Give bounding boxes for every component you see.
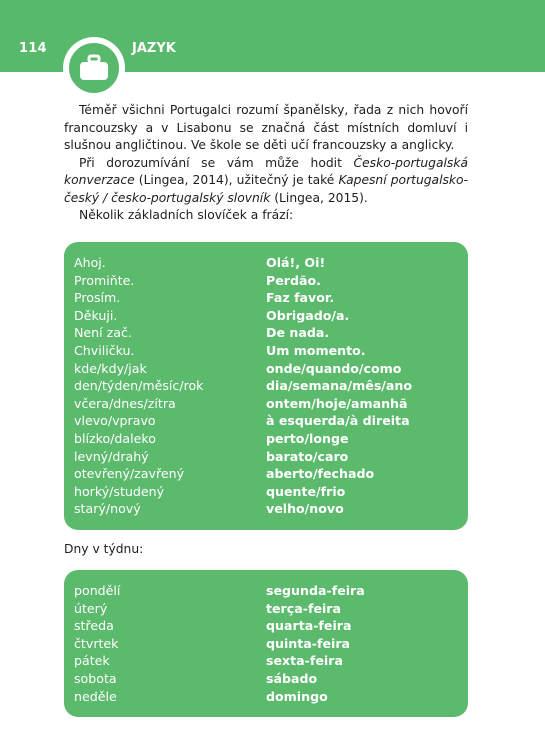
- czech-term: sobota: [74, 671, 117, 686]
- portuguese-term: quente/frio: [266, 483, 346, 499]
- portuguese-term: De nada.: [266, 325, 330, 341]
- czech-term: středa: [74, 618, 114, 634]
- czech-term: kde/kdy/jak: [74, 360, 147, 376]
- czech-term: neděle: [74, 688, 117, 704]
- czech-term: pondělí: [74, 583, 121, 598]
- portuguese-term: onde/quando/como: [266, 360, 402, 376]
- portuguese-term: sábado: [266, 671, 318, 686]
- portuguese-term: Olá!, Oi!: [266, 255, 326, 270]
- portuguese-term: segunda-feira: [266, 583, 365, 598]
- phrases-box: [64, 242, 468, 530]
- paragraph-languages: Téměř všichni Portugalci rozumí španělsky, řada z nich hovoří francouzsky a v Lisabonu se značná část místních domluví i slušnou angličtinou. Ve škole se děti učí francouzsky a anglicky.: [64, 103, 468, 152]
- czech-term: Promiňte.: [74, 272, 135, 288]
- portuguese-term: aberto/fechado: [266, 466, 375, 482]
- portuguese-term: domingo: [266, 688, 328, 704]
- briefcase-icon: [79, 54, 109, 82]
- czech-term: pátek: [74, 653, 110, 669]
- czech-term: vlevo/vpravo: [74, 413, 156, 429]
- portuguese-term: quinta-feira: [266, 635, 351, 651]
- portuguese-term: terça-feira: [266, 600, 342, 616]
- czech-term: čtvrtek: [74, 635, 119, 651]
- days-label: Dny v týdnu:: [64, 542, 144, 556]
- book-title: Česko-portugalská konverzace: [64, 155, 468, 187]
- portuguese-term: Perdão.: [266, 272, 321, 288]
- czech-term: Není zač.: [74, 325, 132, 341]
- intro-text: [64, 102, 468, 225]
- portuguese-term: Obrigado/a.: [266, 307, 350, 323]
- czech-term: Ahoj.: [74, 255, 106, 270]
- czech-term: Děkuji.: [74, 307, 118, 323]
- text-run: (Lingea, 2015).: [270, 190, 368, 205]
- czech-term: blízko/daleko: [74, 431, 156, 446]
- book-title: Kapesní portugalsko-český / česko-portugalský slovník: [64, 173, 468, 205]
- czech-term: den/týden/měsíc/rok: [74, 378, 204, 394]
- portuguese-term: ontem/hoje/amanhã: [266, 395, 408, 411]
- portuguese-term: à esquerda/à direita: [266, 413, 410, 429]
- czech-term: otevřený/zavřený: [74, 466, 185, 482]
- czech-term: včera/dnes/zítra: [74, 395, 176, 411]
- portuguese-term: Um momento.: [266, 343, 366, 358]
- days-box: [64, 570, 468, 717]
- text-run: Při dorozumívání se vám může hodit: [79, 155, 354, 170]
- czech-term: horký/studený: [74, 483, 165, 499]
- czech-term: úterý: [74, 600, 108, 616]
- portuguese-term: dia/semana/mês/ano: [266, 378, 413, 394]
- portuguese-term: sexta-feira: [266, 653, 343, 669]
- page-number: 114: [19, 41, 47, 56]
- czech-term: starý/nový: [74, 501, 141, 517]
- czech-term: Prosím.: [74, 290, 121, 306]
- chapter-badge: [64, 38, 124, 98]
- portuguese-term: perto/longe: [266, 431, 349, 446]
- portuguese-term: barato/caro: [266, 448, 349, 464]
- czech-term: Chviličku.: [74, 343, 135, 358]
- text-run: (Lingea, 2014), užitečný je také: [134, 173, 339, 187]
- portuguese-term: Faz favor.: [266, 290, 335, 306]
- paragraph-resources: [64, 155, 468, 208]
- portuguese-term: velho/novo: [266, 501, 344, 517]
- czech-term: levný/drahý: [74, 448, 149, 464]
- chapter-title: JAZYK: [132, 41, 176, 56]
- portuguese-term: quarta-feira: [266, 618, 352, 634]
- paragraph-phrases-intro: Několik základních slovíček a frází:: [79, 208, 294, 222]
